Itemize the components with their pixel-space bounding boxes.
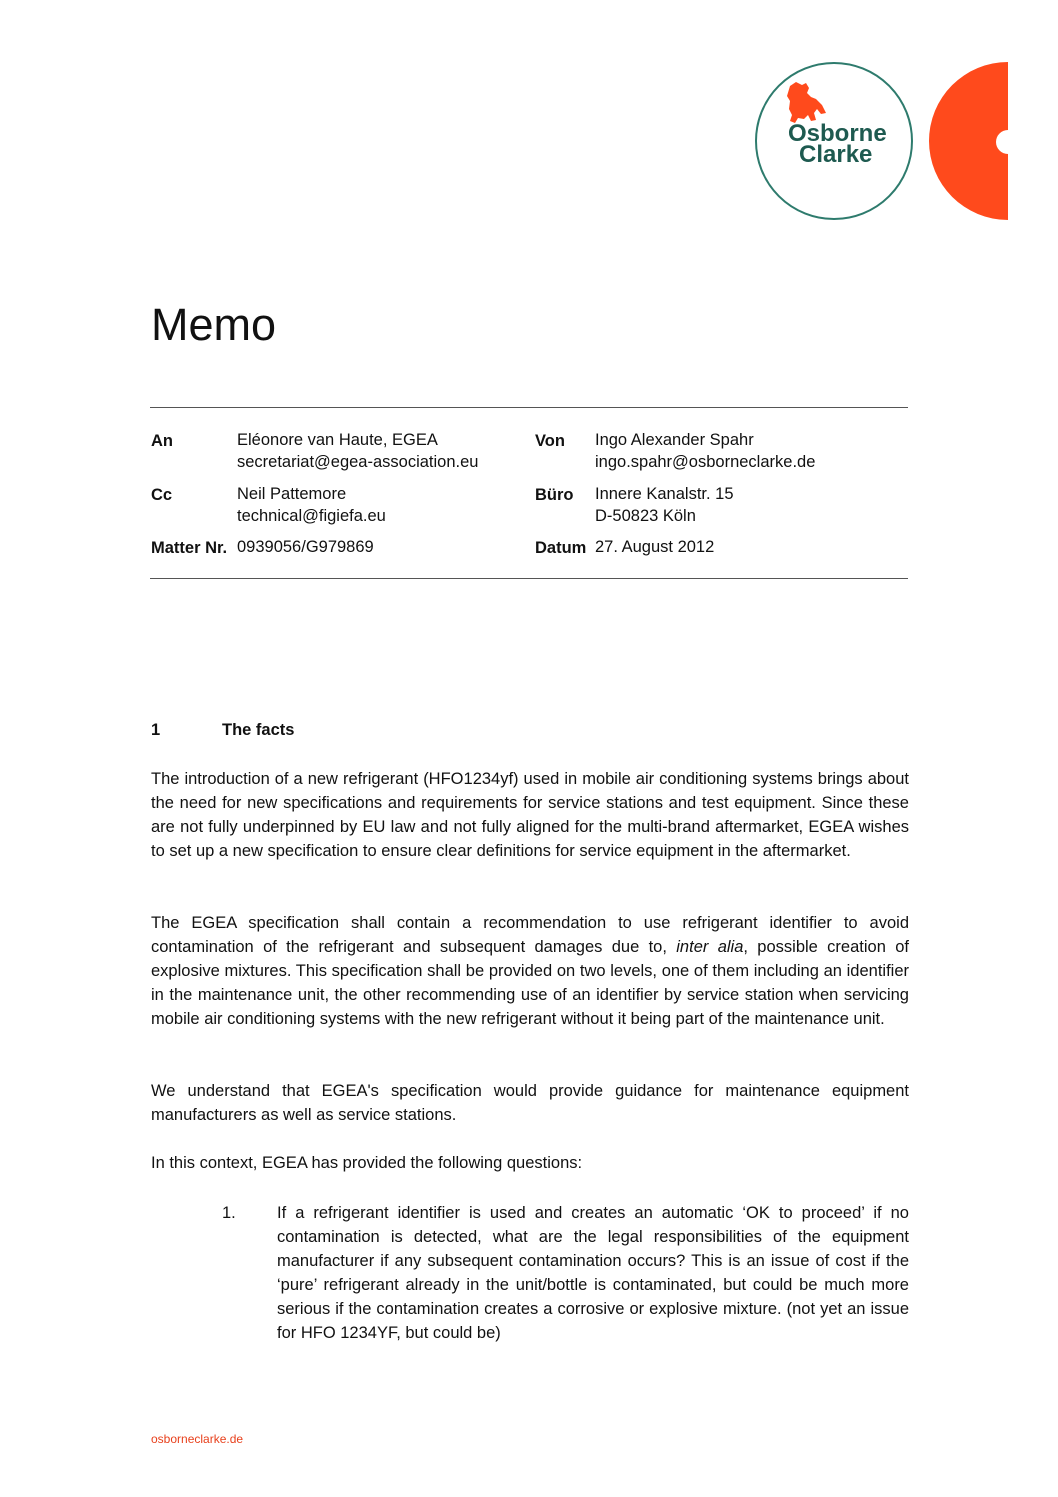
- matter-number: 0939056/G979869: [237, 538, 374, 556]
- from-value: [595, 430, 815, 473]
- paragraph-2-italic: inter alia: [676, 938, 744, 956]
- paragraph-4: In this context, EGEA has provided the following questions:: [151, 1154, 583, 1172]
- cc-name: Neil Pattemore: [237, 485, 347, 503]
- office-street: Innere Kanalstr. 15: [595, 485, 734, 503]
- footer-website[interactable]: osborneclarke.de: [151, 1432, 244, 1446]
- to-value: [237, 430, 478, 473]
- section-number: 1: [151, 721, 161, 739]
- question-text: If a refrigerant identifier is used and creates an automatic ‘OK to proceed’ if no contamination is detected, what are the legal responsibilities of the equipment manufacturer if any subsequent contamination occurs? This is an issue of cost if the ‘pure’ refrigerant already in the unit/bottle is contaminated, but could be much more serious if the contamination creates a corrosive or explosive mixture. (not yet an issue for HFO 1234YF, but could be): [277, 1204, 909, 1342]
- logo-name-line2: Clarke: [799, 141, 873, 168]
- paragraph-2-end: , possible creation of explosive mixtures. This specification shall be provided on two levels, one of them including an identifier in the maintenance unit, the other recommending use of an identifier by service station when servicing mobile air conditioning systems with the new refrigerant without it being part of the maintenance unit.: [151, 938, 909, 1028]
- to-name: Eléonore van Haute, EGEA: [237, 431, 438, 449]
- paragraph-3: We understand that EGEA's specification would provide guidance for maintenance equipment manufacturers as well as service stations.: [151, 1082, 909, 1124]
- paragraph-1: The introduction of a new refrigerant (HFO1234yf) used in mobile air conditioning systems brings about the need for new specifications and requirements for service stations and test equipment. Since these are not fully underpinned by EU law and not fully aligned for the multi-brand aftermarket, EGEA wishes to set up a new specification to ensure clear definitions for service equipment in the aftermarket.: [151, 770, 909, 860]
- logo-name-line1: Osborne: [788, 120, 887, 147]
- matter-value: [237, 537, 374, 559]
- office-city: D-50823 Köln: [595, 506, 696, 525]
- from-email: ingo.spahr@osborneclarke.de: [595, 452, 816, 471]
- header-top-rule: [150, 407, 908, 408]
- question-number: 1.: [222, 1204, 236, 1222]
- to-email: secretariat@egea-association.eu: [237, 452, 479, 471]
- date-label: Datum: [535, 539, 587, 557]
- header-bottom-rule: [150, 578, 908, 579]
- section-title: The facts: [222, 721, 295, 739]
- cc-email: technical@figiefa.eu: [237, 506, 386, 525]
- date-value: [595, 537, 714, 559]
- from-label: Von: [535, 432, 565, 450]
- paragraph-2: [151, 911, 909, 1031]
- date-text: 27. August 2012: [595, 538, 715, 556]
- matter-label: Matter Nr.: [151, 539, 228, 557]
- logo-orange-disc: [929, 62, 1008, 220]
- paragraph-2-start: The EGEA specification shall contain a recommendation to use refrigerant identifier to avoid contamination of the refrigerant and subsequent damages due to,: [151, 914, 909, 956]
- office-label: Büro: [535, 486, 574, 504]
- to-label: An: [151, 432, 173, 450]
- from-name: Ingo Alexander Spahr: [595, 431, 754, 449]
- office-value: [595, 484, 734, 527]
- memo-title: Memo: [151, 299, 277, 350]
- osborne-clarke-logo: [748, 58, 1010, 224]
- cc-value: [237, 484, 386, 527]
- cc-label: Cc: [151, 486, 173, 504]
